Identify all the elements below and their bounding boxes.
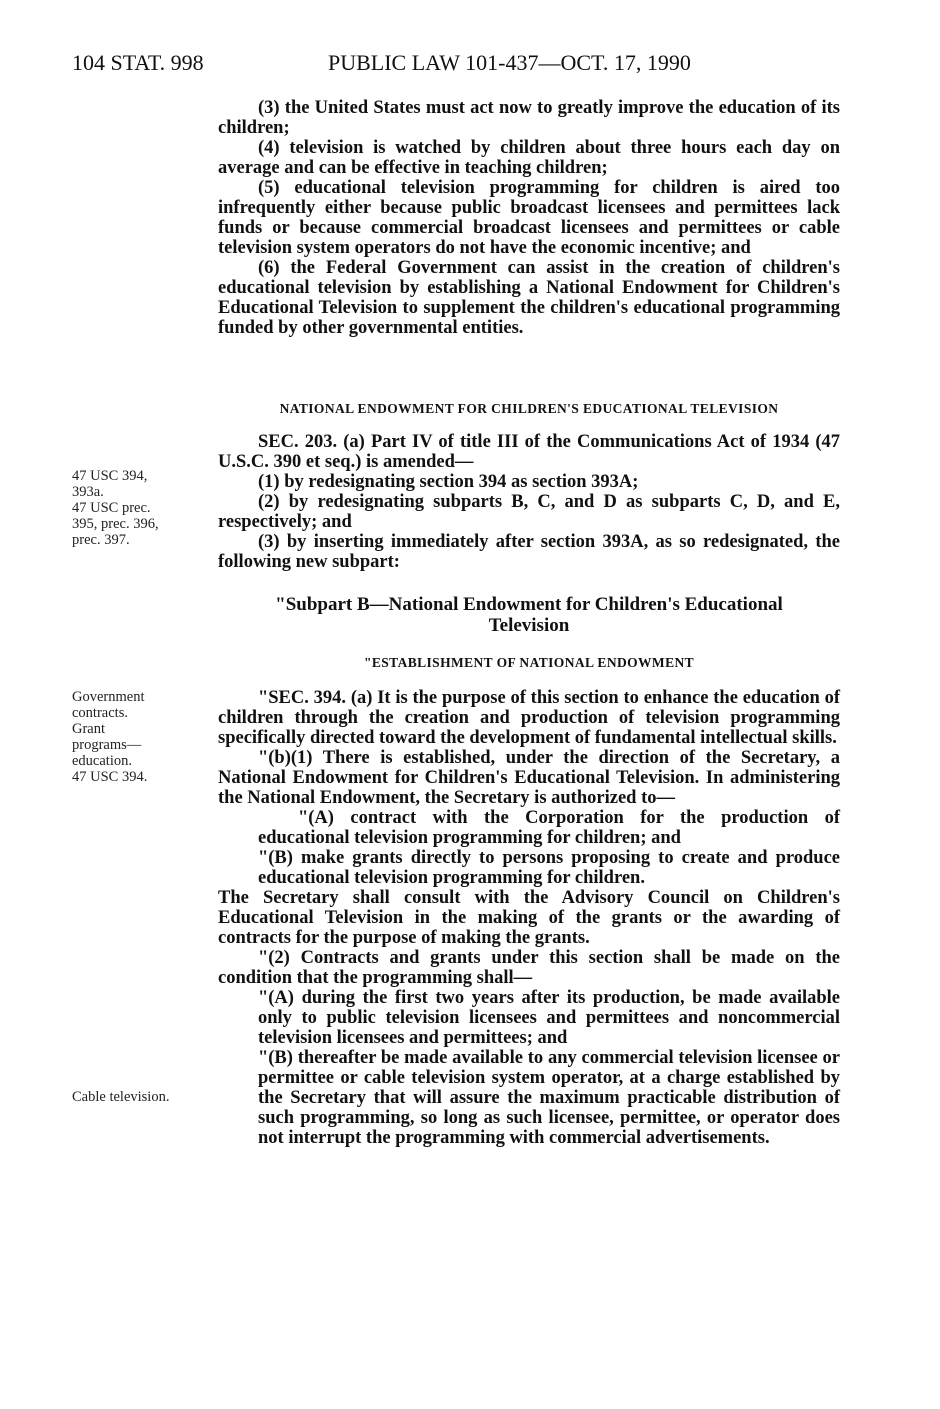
margin-line: 47 USC 394,	[72, 468, 148, 484]
margin-line: Government	[72, 689, 145, 705]
finding-5: (5) educational television programming for children is aired too infrequently either because public broadcast licensees and permittees lack funds or because commercial broadcast licensees and permittees or cable television system operators do not have the economic incentive; and	[218, 178, 840, 258]
subpart-title-line-2: Television	[488, 615, 570, 636]
stat-reference: 104 STAT. 998	[72, 50, 204, 75]
finding-3: (3) the United States must act now to greatly improve the education of its children;	[218, 98, 840, 138]
sec-394-a: "SEC. 394. (a) It is the purpose of this section to enhance the education of children through the creation and production of television programming specifically directed toward the development of fundamental intellectual skills.	[218, 688, 840, 748]
sec-203-intro: SEC. 203. (a) Part IV of title III of the Communications Act of 1934 (47 U.S.C. 390 et seq.) is amended—	[218, 432, 840, 472]
page-header	[72, 50, 840, 84]
section-heading: NATIONAL ENDOWMENT FOR CHILDREN'S EDUCATIONAL TELEVISION	[279, 401, 779, 416]
margin-line: contracts.	[72, 705, 128, 721]
findings-block	[218, 98, 840, 338]
sec-203-item-2: (2) by redesignating subparts B, C, and D as subparts C, D, and E, respectively; and	[218, 492, 840, 532]
margin-line: programs—	[72, 737, 142, 753]
margin-line: 395, prec. 396,	[72, 516, 159, 532]
sec-394-b2-B: "(B) thereafter be made available to any commercial television licensee or permittee or cable television system operator, at a charge established by the Secretary that will assure the maximum practicable distribution of such programming, so long as such licensee, permittee, or operator does not interrupt the programming with commercial advertisements.	[258, 1048, 840, 1148]
finding-6: (6) the Federal Government can assist in the creation of children's educational television by establishing a National Endowment for Children's Educational Television to supplement the children's educational programming funded by other governmental entities.	[218, 258, 840, 338]
margin-line: 393a.	[72, 484, 104, 500]
sec-394-b1-B: "(B) make grants directly to persons proposing to create and produce educational television programming for children.	[258, 848, 840, 888]
margin-note-cable: Cable television.	[72, 1089, 170, 1105]
margin-note-usc-refs	[72, 468, 207, 548]
sec-394-b1-closing: The Secretary shall consult with the Advisory Council on Children's Educational Television in the making of the grants or the awarding of contracts for the purpose of making the grants.	[218, 888, 840, 948]
sec-203-item-1: (1) by redesignating section 394 as section 393A;	[258, 472, 639, 492]
sec-394-b2-A: "(A) during the first two years after its production, be made available only to public television licensees and permittees and noncommercial television licensees and permittees; and	[258, 988, 840, 1048]
sec-203-block	[218, 432, 840, 572]
subpart-title	[218, 594, 840, 636]
margin-line: prec. 397.	[72, 532, 130, 548]
margin-line: 47 USC 394.	[72, 769, 148, 785]
public-law-reference: PUBLIC LAW 101-437—OCT. 17, 1990	[328, 50, 691, 75]
establishment-heading: "ESTABLISHMENT OF NATIONAL ENDOWMENT	[363, 655, 695, 670]
sec-394-b1-A: "(A) contract with the Corporation for the production of educational television programming for children; and	[258, 808, 840, 848]
margin-note-topics	[72, 689, 207, 785]
sec-394-b2-intro: "(2) Contracts and grants under this section shall be made on the condition that the programming shall—	[218, 948, 840, 988]
margin-line: education.	[72, 753, 132, 769]
sec-394-block	[218, 688, 840, 1148]
margin-line: 47 USC prec.	[72, 500, 151, 516]
finding-4: (4) television is watched by children about three hours each day on average and can be effective in teaching children;	[218, 138, 840, 178]
sec-394-b1-intro: "(b)(1) There is established, under the direction of the Secretary, a National Endowment for Children's Educational Television. In administering the National Endowment, the Secretary is authorized to—	[218, 748, 840, 808]
subpart-title-line-1: "Subpart B—National Endowment for Children's Educational	[275, 594, 783, 615]
margin-line: Grant	[72, 721, 106, 737]
sec-203-item-3: (3) by inserting immediately after section 393A, as so redesignated, the following new subpart:	[218, 532, 840, 572]
